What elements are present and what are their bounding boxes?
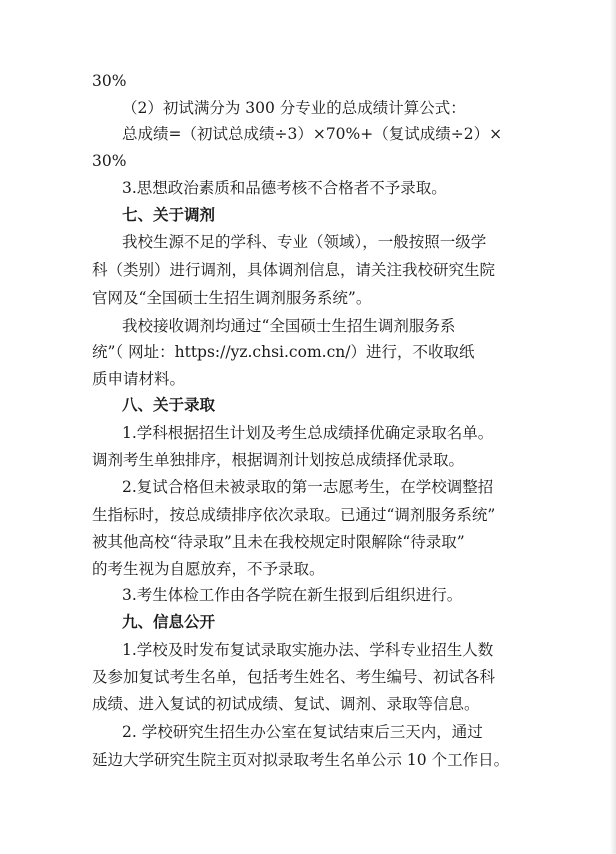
- section-heading-disclosure: 九、信息公开: [122, 613, 216, 631]
- text-line-30-percent-1: 30%: [92, 72, 127, 90]
- admission-rule-1-line-1: 1.学科根据招生计划及考生总成绩择优确定录取名单。: [122, 424, 494, 442]
- disclosure-rule-1-line-2: 及参加复试考生名单，包括考生姓名、考生编号、初试各科: [92, 668, 496, 686]
- page-edge-shadow: [610, 0, 616, 854]
- section-heading-adjustment: 七、关于调剂: [122, 206, 216, 224]
- adjustment-system-line-1: 我校接收调剂均通过“全国硕士生招生调剂服务系: [122, 317, 456, 335]
- admission-rule-2-line-4: 的考生视为自愿放弃，不予录取。: [92, 560, 325, 578]
- adjustment-paragraph-line-2: 科（类别）进行调剂，具体调剂信息，请关注我校研究生院: [92, 261, 496, 279]
- formula-heading-300: （2）初试满分为 300 分专业的总成绩计算公式：: [122, 99, 466, 117]
- formula-total-score: 总成绩=（初试总成绩÷3）×70%+（复试成绩÷2）×: [122, 125, 503, 143]
- disclosure-rule-1-line-1: 1.学校及时发布复试录取实施办法、学科专业招生人数: [122, 641, 494, 659]
- disclosure-rule-2-line-2: 延边大学研究生院主页对拟录取考生名单公示 10 个工作日。: [92, 751, 510, 769]
- adjustment-system-line-3: 质申请材料。: [92, 370, 186, 388]
- disclosure-rule-2-line-1: 2. 学校研究生招生办公室在复试结束后三天内，通过: [122, 723, 483, 741]
- admission-rule-2-line-2: 生指标时，按总成绩排序依次录取。已通过“调剂服务系统”: [92, 506, 496, 524]
- admission-rule-2-line-3: 被其他高校“待录取”且未在我校规定时限解除“待录取”: [92, 533, 465, 551]
- adjustment-paragraph-line-1: 我校生源不足的学科、专业（领域），一般按照一级学: [122, 233, 487, 251]
- adjustment-paragraph-line-3: 官网及“全国硕士生招生调剂服务系统”。: [92, 289, 372, 307]
- political-assessment-rule: 3.思想政治素质和品德考核不合格者不予录取。: [122, 179, 447, 197]
- text-line-30-percent-2: 30%: [92, 152, 127, 170]
- admission-rule-1-line-2: 调剂考生单独排序，根据调剂计划按总成绩择优录取。: [92, 451, 465, 469]
- admission-rule-2-line-1: 2.复试合格但未被录取的第一志愿考生，在学校调整招: [122, 478, 494, 496]
- disclosure-rule-1-line-3: 成绩、进入复试的初试成绩、复试、调剂、录取等信息。: [92, 695, 480, 713]
- section-heading-admission: 八、关于录取: [122, 396, 216, 414]
- adjustment-system-line-2: 统”（ 网址：https://yz.chsi.com.cn/）进行，不收取纸: [92, 343, 475, 361]
- admission-rule-3: 3.考生体检工作由各学院在新生报到后组织进行。: [122, 586, 463, 604]
